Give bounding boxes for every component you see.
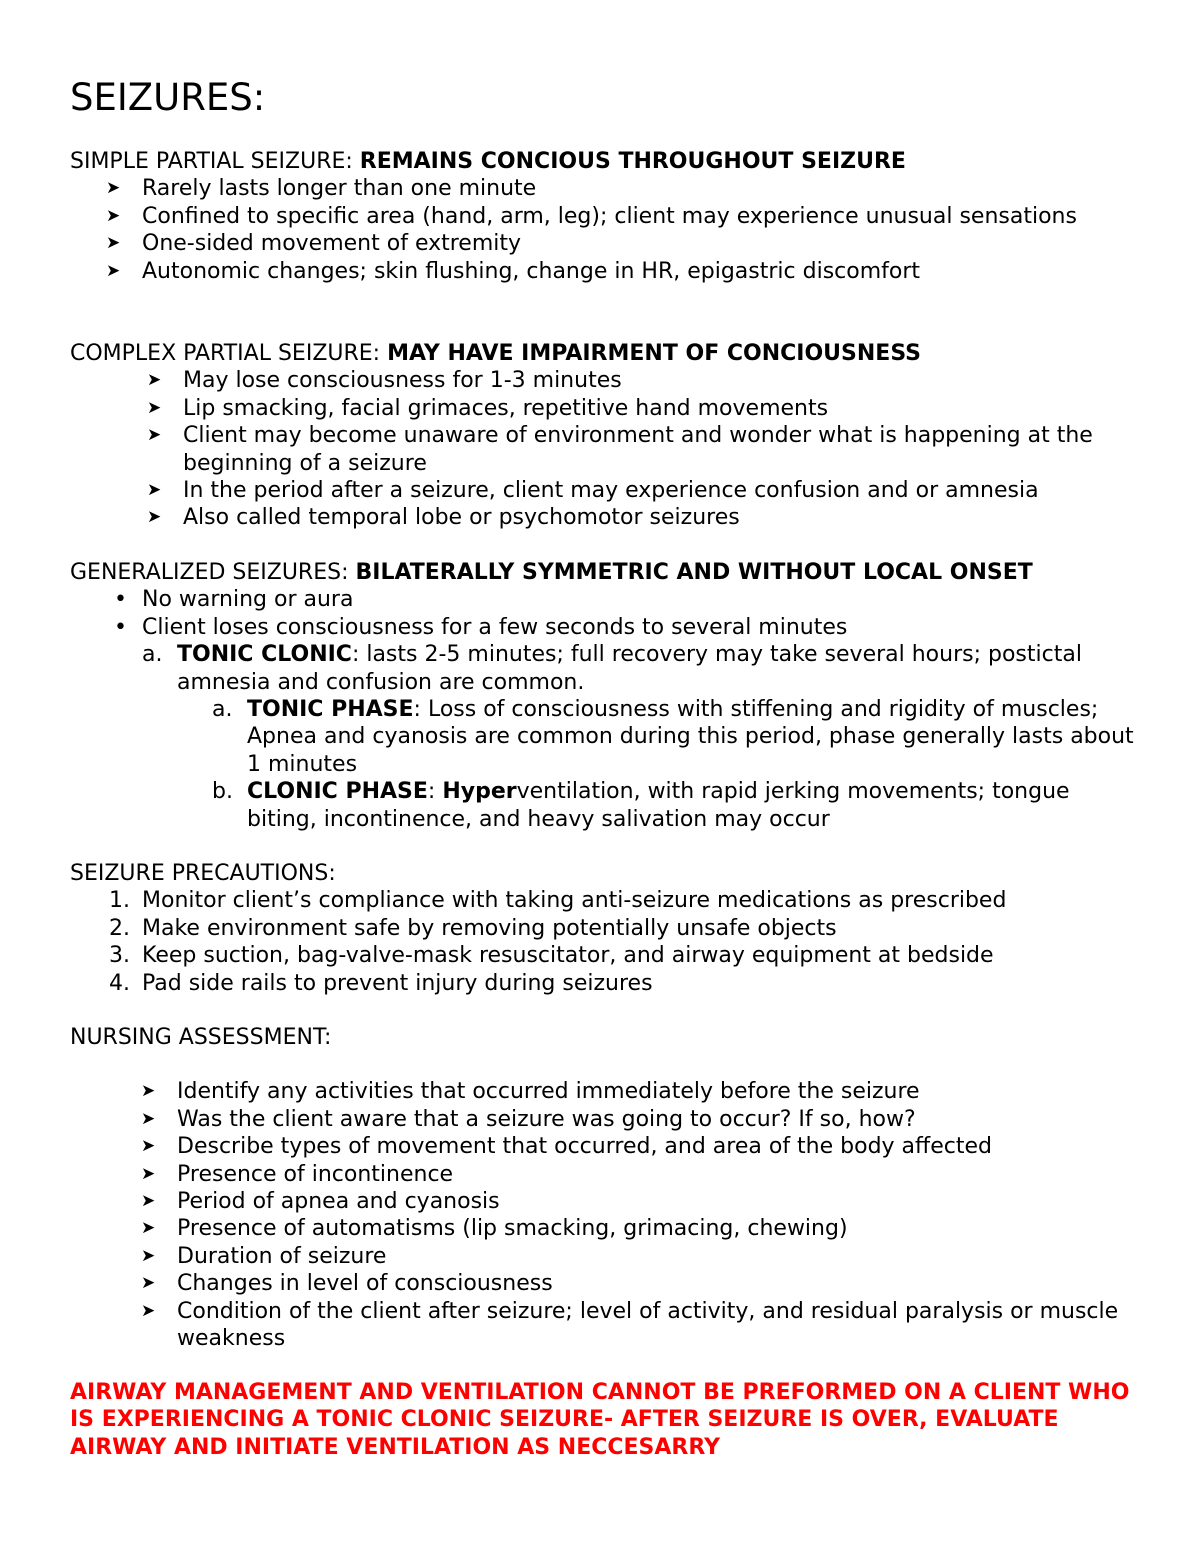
- arrow-bullet-icon: ➤: [141, 1163, 156, 1184]
- list-item: ➤ May lose consciousness for 1-3 minutes: [147, 368, 622, 394]
- list-item: ➤ Also called temporal lobe or psychomotor seizures: [147, 505, 740, 531]
- list-item: ➤ Duration of seizure: [141, 1243, 387, 1269]
- section-heading: COMPLEX PARTIAL SEIZURE: MAY HAVE IMPAIRMENT OF CONCIOUSNESS: [70, 341, 922, 366]
- arrow-bullet-icon: ➤: [106, 178, 121, 199]
- arrow-bullet-icon: ➤: [141, 1081, 156, 1102]
- section-heading: SIMPLE PARTIAL SEIZURE: REMAINS CONCIOUS THROUGHOUT SEIZURE: [70, 149, 906, 174]
- arrow-bullet-icon: ➤: [106, 233, 121, 254]
- bullet-list: [70, 1078, 1137, 1352]
- arrow-bullet-icon: ➤: [147, 397, 162, 418]
- arrow-bullet-icon: ➤: [106, 205, 121, 226]
- warning-note: AIRWAY MANAGEMENT AND VENTILATION CANNOT BE PREFORMED ON A CLIENT WHO IS EXPERIENCING A TONIC CLONIC SEIZURE- AFTER SEIZURE IS OVER, EVALUATE AIRWAY AND INITIATE VENTILATION AS NECCESARRY: [70, 1380, 1130, 1460]
- list-number: 2.: [109, 915, 130, 941]
- dot-bullet-icon: •: [114, 587, 127, 613]
- numbered-list: [70, 887, 1150, 997]
- arrow-bullet-icon: ➤: [141, 1245, 156, 1266]
- tonic-clonic-term: TONIC CLONIC: [177, 642, 352, 668]
- list-number: 1.: [109, 888, 130, 914]
- list-item: 3. Keep suction, bag-valve-mask resuscitator, and airway equipment at bedside: [142, 942, 1150, 969]
- list-item: ➤ Presence of automatisms (lip smacking, grimacing, chewing): [141, 1216, 848, 1242]
- section-heading: NURSING ASSESSMENT:: [70, 1025, 332, 1050]
- bullet-list: [70, 586, 1150, 641]
- list-item: • Client loses consciousness for a few seconds to several minutes: [114, 614, 848, 640]
- arrow-bullet-icon: ➤: [147, 507, 162, 528]
- arrow-bullet-icon: ➤: [147, 480, 162, 501]
- list-marker: b.: [212, 779, 233, 805]
- arrow-bullet-icon: ➤: [106, 260, 121, 281]
- arrow-bullet-icon: ➤: [141, 1108, 156, 1129]
- list-item: ➤ Presence of incontinence: [141, 1161, 454, 1187]
- arrow-bullet-icon: ➤: [147, 425, 162, 446]
- heading-emphasis: MAY HAVE IMPAIRMENT OF CONCIOUSNESS: [387, 341, 922, 366]
- clonic-phase-term: CLONIC PHASE: [247, 779, 428, 805]
- section-heading: SEIZURE PRECAUTIONS:: [70, 861, 336, 886]
- section-heading: GENERALIZED SEIZURES: BILATERALLY SYMMETRIC AND WITHOUT LOCAL ONSET: [70, 560, 1033, 585]
- arrow-bullet-icon: ➤: [141, 1300, 156, 1321]
- list-item: 1. Monitor client’s compliance with taking anti-seizure medications as prescribed: [142, 887, 1150, 914]
- clonic-phase-item: b. CLONIC PHASE: Hyperventilation, with rapid jerking movements; tongue biting, incontinence, and heavy salivation may occur: [212, 779, 1070, 832]
- list-marker: a.: [212, 697, 233, 723]
- dot-bullet-icon: •: [114, 614, 127, 640]
- page-title: SEIZURES:: [70, 76, 266, 119]
- list-item: ➤ Condition of the client after seizure; level of activity, and residual paralysis or muscle weakness: [141, 1298, 1119, 1352]
- list-item: ➤ One-sided movement of extremity: [106, 231, 522, 257]
- section-generalized: [70, 559, 1150, 833]
- bullet-list: [70, 367, 1150, 531]
- list-item: 4. Pad side rails to prevent injury during seizures: [142, 970, 1150, 997]
- section-assessment: [70, 1024, 1150, 1352]
- heading-emphasis: BILATERALLY SYMMETRIC AND WITHOUT LOCAL ONSET: [355, 560, 1033, 585]
- list-item: ➤ Client may become unaware of environment and wonder what is happening at the beginning of a seizure: [147, 423, 1093, 476]
- list-item: ➤ Period of apnea and cyanosis: [141, 1189, 500, 1215]
- list-item: ➤ Describe types of movement that occurred, and area of the body affected: [141, 1134, 992, 1160]
- arrow-bullet-icon: ➤: [141, 1273, 156, 1294]
- arrow-bullet-icon: ➤: [141, 1136, 156, 1157]
- list-marker: a.: [142, 642, 163, 668]
- arrow-bullet-icon: ➤: [147, 370, 162, 391]
- heading-emphasis: REMAINS CONCIOUS THROUGHOUT SEIZURE: [359, 149, 906, 174]
- tonic-clonic-item: a. TONIC CLONIC: lasts 2-5 minutes; full recovery may take several hours; postictal amnesia and confusion are common.: [142, 642, 1082, 695]
- list-item: ➤ Changes in level of consciousness: [141, 1271, 553, 1297]
- list-item: 2. Make environment safe by removing potentially unsafe objects: [142, 915, 1150, 942]
- list-number: 3.: [109, 943, 130, 969]
- hyper-prefix: Hyper: [442, 779, 517, 805]
- section-complex-partial: [70, 340, 1150, 532]
- list-item: ➤ Lip smacking, facial grimaces, repetitive hand movements: [147, 395, 829, 421]
- list-item: ➤ Was the client aware that a seizure was going to occur? If so, how?: [141, 1106, 916, 1132]
- list-item: ➤ In the period after a seizure, client may experience confusion and or amnesia: [147, 478, 1039, 504]
- tonic-phase-term: TONIC PHASE: [247, 697, 414, 723]
- tonic-phase-item: a. TONIC PHASE: Loss of consciousness with stiffening and rigidity of muscles; Apnea and cyanosis are common during this period, phase generally lasts about 1 minutes: [212, 697, 1134, 777]
- list-item: ➤ Identify any activities that occurred immediately before the seizure: [141, 1079, 920, 1105]
- section-precautions: [70, 860, 1150, 997]
- list-item: ➤ Confined to specific area (hand, arm, leg); client may experience unusual sensations: [106, 203, 1077, 229]
- list-item: • No warning or aura: [114, 587, 354, 613]
- list-item: ➤ Autonomic changes; skin flushing, change in HR, epigastric discomfort: [106, 258, 921, 284]
- list-number: 4.: [109, 970, 130, 996]
- section-simple-partial: [70, 148, 1150, 285]
- arrow-bullet-icon: ➤: [141, 1218, 156, 1239]
- bullet-list: [70, 175, 1150, 285]
- list-item: ➤ Rarely lasts longer than one minute: [106, 176, 537, 202]
- arrow-bullet-icon: ➤: [141, 1191, 156, 1212]
